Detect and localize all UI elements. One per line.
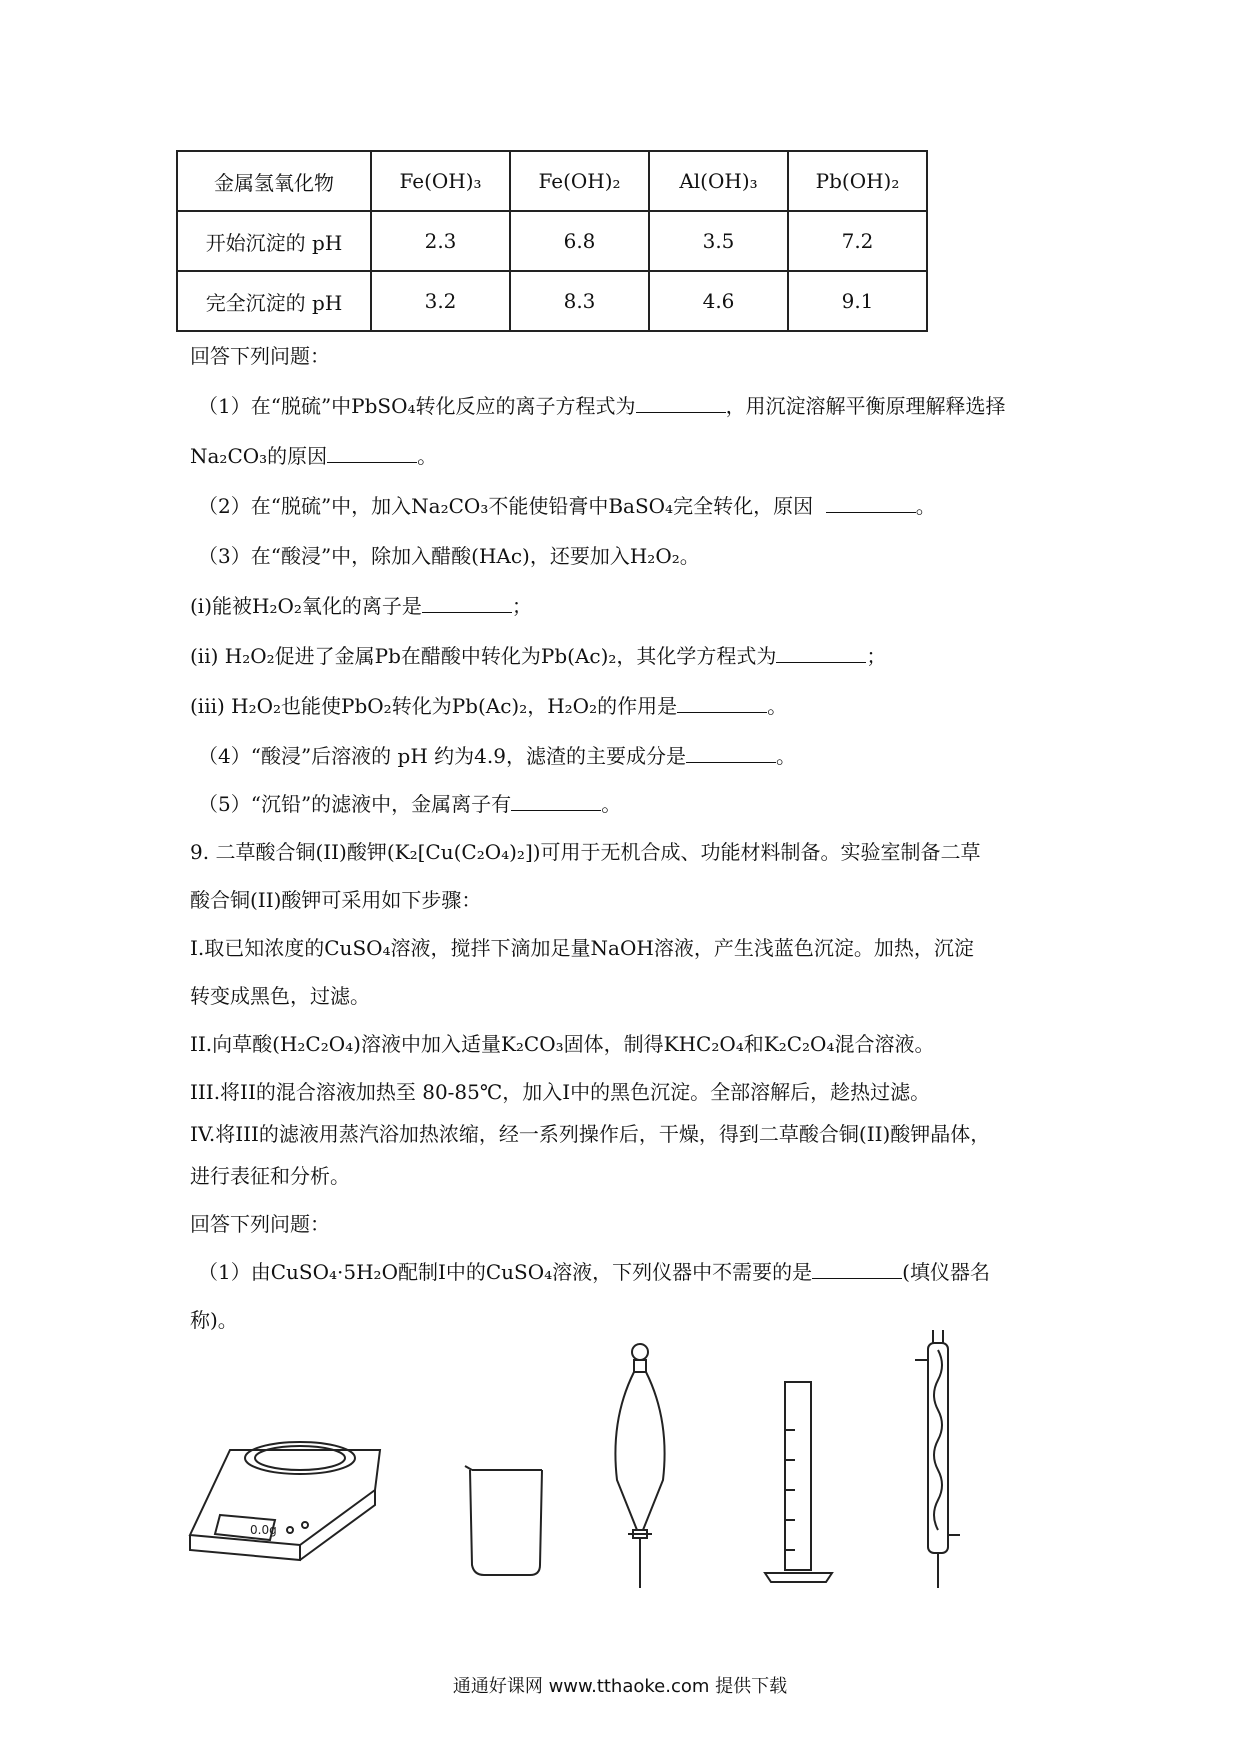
q8-part3-i (190, 592, 532, 620)
text: 。 (915, 494, 936, 518)
text: (iii) H₂O₂也能使PbO₂转化为Pb(Ac)₂，H₂O₂的作用是 (190, 694, 678, 718)
answer-blank[interactable] (826, 494, 916, 513)
q9-stem-1: 9. 二草酸合铜(II)酸钾(K₂[Cu(C₂O₄)₂])可用于无机合成、功能材料制备。实验室制备二草 (190, 840, 981, 864)
text: (i)能被H₂O₂氧化的离子是 (190, 594, 422, 618)
q8-part3: （3）在“酸浸”中，除加入醋酸(HAc)，还要加入H₂O₂。 (198, 544, 700, 568)
q9-step2: II.向草酸(H₂C₂O₄)溶液中加入适量K₂CO₃固体，制得KHC₂O₄和K₂C₂O₄混合溶液。 (190, 1032, 935, 1056)
text: ； (511, 594, 532, 618)
q9-step1: I.取已知浓度的CuSO₄溶液，搅拌下滴加足量NaOH溶液，产生浅蓝色沉淀。加热，沉淀 (190, 936, 974, 960)
answer-blank[interactable] (422, 594, 512, 613)
q9-step1-cont: 转变成黑色，过滤。 (190, 984, 370, 1008)
q8-part3-iii (190, 692, 787, 720)
text: (ii) H₂O₂促进了金属Pb在醋酸中转化为Pb(Ac)₂，其化学方程式为 (190, 644, 777, 668)
table-cell: 8.3 (510, 271, 649, 331)
q9-stem-2: 酸合铜(II)酸钾可采用如下步骤： (190, 888, 482, 912)
text: （1）在“脱硫”中PbSO₄转化反应的离子方程式为 (198, 394, 636, 418)
answer-blank[interactable] (327, 444, 417, 463)
q9-step4: IV.将III的滤液用蒸汽浴加热浓缩，经一系列操作后，干燥，得到二草酸合铜(II)酸钾晶体， (190, 1122, 991, 1146)
q8-part3-ii (190, 642, 886, 670)
text: ； (866, 644, 887, 668)
table-cell: 开始沉淀的 pH (177, 211, 371, 271)
text: 。 (775, 744, 796, 768)
text: （4）“酸浸”后溶液的 pH 约为4.9，滤渣的主要成分是 (198, 744, 686, 768)
separatory-funnel-icon (615, 1344, 664, 1588)
table-cell: 7.2 (788, 211, 927, 271)
text: 。 (601, 792, 622, 816)
answer-blank[interactable] (677, 694, 767, 713)
answer-blank[interactable] (776, 644, 866, 663)
q8-part4 (198, 742, 796, 770)
beaker-icon (465, 1466, 542, 1575)
text: （5）“沉铅”的滤液中，金属离子有 (198, 792, 512, 816)
q9-intro: 回答下列问题： (190, 1212, 330, 1236)
table-cell: Al(OH)₃ (649, 151, 788, 211)
table-cell: 3.5 (649, 211, 788, 271)
table-cell: 完全沉淀的 pH (177, 271, 371, 331)
q8-part2 (198, 492, 936, 520)
table-row (177, 211, 927, 271)
q9-step4-cont: 进行表征和分析。 (190, 1164, 350, 1188)
table-header-row (177, 151, 927, 211)
table-cell: 9.1 (788, 271, 927, 331)
table-cell: Fe(OH)₃ (371, 151, 510, 211)
electronic-balance-icon (190, 1442, 380, 1560)
condenser-icon (915, 1330, 960, 1588)
text: ，用沉淀溶解平衡原理解释选择 (725, 394, 1006, 418)
q8-part5 (198, 790, 621, 818)
page-footer: 通通好课网 www.tthaoke.com 提供下载 (452, 1676, 788, 1697)
q9-step3: III.将II的混合溶液加热至 80-85℃，加入I中的黑色沉淀。全部溶解后，趁热过滤。 (190, 1080, 931, 1104)
text: 。 (767, 694, 788, 718)
table-cell: Fe(OH)₂ (510, 151, 649, 211)
text: （2）在“脱硫”中，加入Na₂CO₃不能使铅膏中BaSO₄完全转化，原因 (198, 494, 814, 518)
answer-blank[interactable] (636, 394, 726, 413)
text: 。 (417, 444, 438, 468)
q9-part1 (198, 1258, 990, 1286)
answer-blank[interactable] (686, 744, 776, 763)
graduated-cylinder-icon (765, 1382, 832, 1582)
table-cell: 3.2 (371, 271, 510, 331)
answer-blank[interactable] (511, 792, 601, 811)
hydroxide-ph-table (176, 150, 928, 332)
table-cell: 2.3 (371, 211, 510, 271)
table-cell: 金属氢氧化物 (177, 151, 371, 211)
q8-intro: 回答下列问题： (190, 344, 330, 368)
apparatus-figures (0, 1330, 1240, 1590)
table-cell: Pb(OH)₂ (788, 151, 927, 211)
answer-blank[interactable] (812, 1260, 902, 1279)
q8-part1 (198, 392, 1006, 420)
text: (填仪器名 (902, 1260, 990, 1284)
table-row (177, 271, 927, 331)
q8-part1-cont (190, 442, 437, 470)
table-cell: 4.6 (649, 271, 788, 331)
text: （1）由CuSO₄·5H₂O配制I中的CuSO₄溶液，下列仪器中不需要的是 (198, 1260, 813, 1284)
table-cell: 6.8 (510, 211, 649, 271)
q9-part1-cont: 称)。 (190, 1308, 238, 1332)
balance-display: 0.0g (250, 1523, 277, 1537)
text: Na₂CO₃的原因 (190, 444, 328, 468)
